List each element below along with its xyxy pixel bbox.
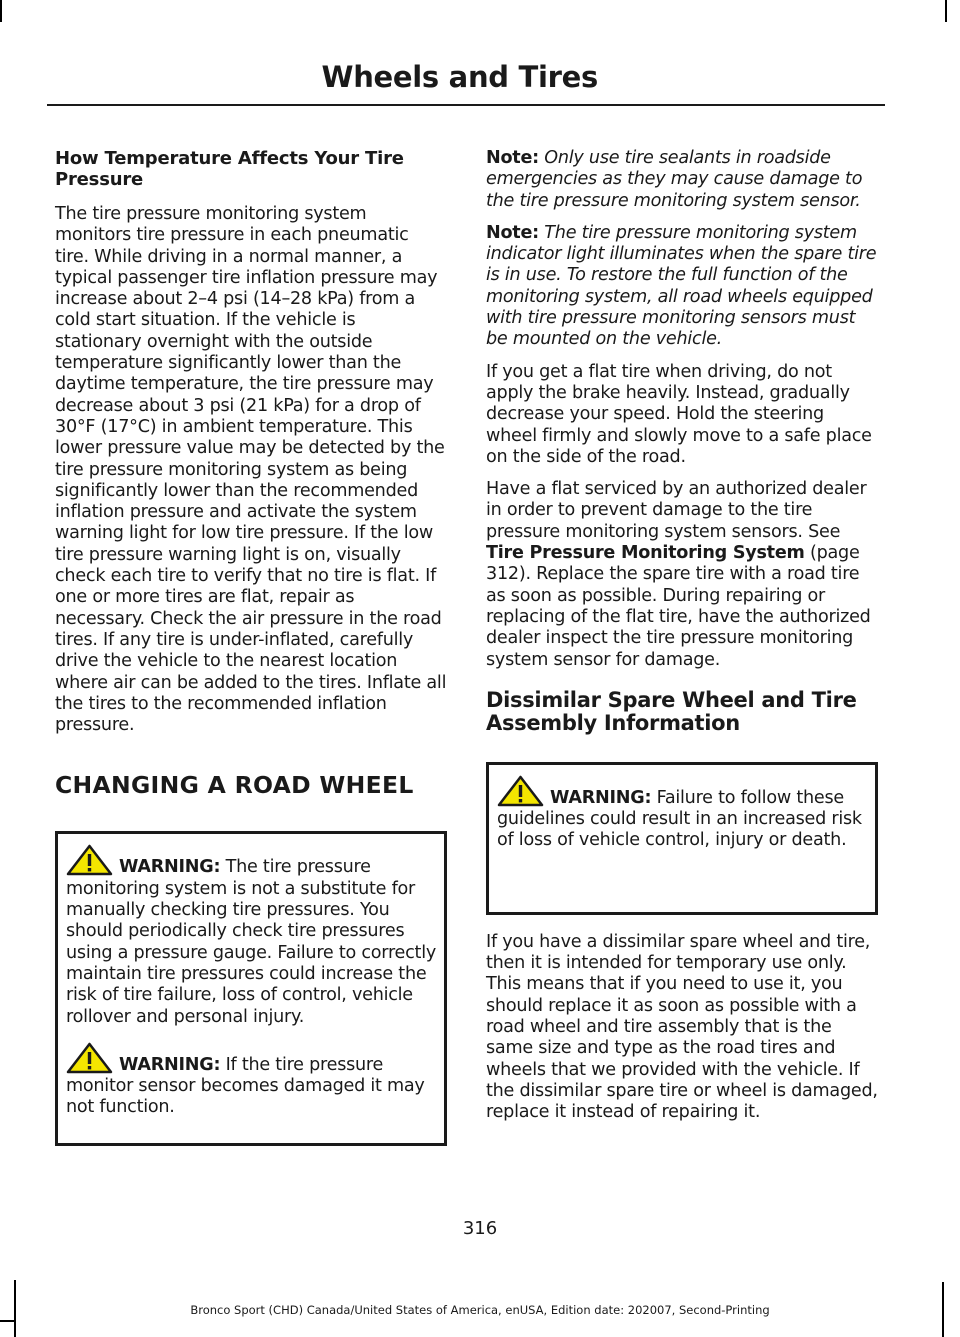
flat-tire-paragraph: If you get a flat tire when driving, do not apply the brake heavily. Instead, gradually decrease your speed. Hold the steering wheel firmly and slowly move to a safe place on the side of the road. <box>486 361 872 467</box>
warning-item <box>66 1042 436 1119</box>
crop-mark-top-left <box>0 0 2 22</box>
crop-mark-bottom-left-h <box>0 1320 14 1322</box>
page-header-title: Wheels and Tires <box>321 60 598 94</box>
right-column <box>486 148 878 1124</box>
dissimilar-spare-paragraph: If you have a dissimilar spare wheel and tire, then it is intended for temporary use only. This means that if you need to use it, you should replace it as soon as possible with a road wheel and tire assembly that is the same size and type as the road tires and wheels that we provided with the vehicle. If the dissimilar spare tire or wheel is damaged, replace it instead of repairing it. <box>486 931 878 1123</box>
note-spare-indicator <box>486 223 878 351</box>
flat-service-text-cont: (page 312). Replace the spare tire with a road tire as soon as possible. During repairing or replacing of the flat tire, have the authorized dealer inspect the tire pressure monitoring system sensor for damage. <box>486 543 871 670</box>
footer-edition-info: Bronco Sport (CHD) Canada/United States of America, enUSA, Edition date: 202007, Second-Printing <box>190 1303 770 1317</box>
section-heading-changing-road-wheel: CHANGING A ROAD WHEEL <box>55 771 414 800</box>
temperature-paragraph: The tire pressure monitoring system monitors tire pressure in each pneumatic tire. While driving in a normal manner, a typical passenger tire inflation pressure may increase about 2–4 psi (14–28 kPa) from a cold start situation. If the vehicle is stationary overnight with the outside temperature significantly lower than the daytime temperature, the tire pressure may decrease about 3 psi (21 kPa) for a drop of 30°F (17°C) in ambient temperature. This lower pressure value may be detected by the tire pressure monitoring system as being significantly lower than the recommended inflation pressure and activate the system warning light for low tire pressure. If the low tire pressure warning light is on, visually check each tire to verify that no tire is flat. If one or more tires are flat, repair as necessary. Check the air pressure in the road tires. If any tire is under-inflated, carefully drive the vehicle to the nearest location where air can be added to the tires. Inflate all the tires to the recommended inflation pressure. <box>55 204 447 736</box>
warning-box-left <box>55 831 447 1146</box>
warning-triangle-icon <box>497 775 544 807</box>
note-text: Only use tire sealants in roadside emergencies as they may cause damage to the tire pressure monitoring system sensor. <box>486 148 863 211</box>
warning-label: WARNING: <box>550 787 652 808</box>
subheading-dissimilar-spare: Dissimilar Spare Wheel and Tire Assembly Information <box>486 687 857 735</box>
warning-item <box>66 844 436 1027</box>
note-sealants <box>486 148 878 212</box>
flat-service-paragraph <box>486 479 878 671</box>
note-label: Note: <box>486 222 539 243</box>
warning-triangle-icon <box>66 844 113 876</box>
warning-box-right <box>486 762 878 915</box>
warning-text: The tire pressure monitoring system is not a substitute for manually checking tire pressures. You should periodically check tire pressures using a pressure gauge. Failure to correctly maintain tire pressures could increase the risk of tire failure, loss of control, vehicle rollover and personal injury. <box>66 857 436 1027</box>
warning-label: WARNING: <box>119 857 221 878</box>
warning-label: WARNING: <box>119 1054 221 1075</box>
warning-text: If the tire pressure monitor sensor becomes damaged it may not function. <box>66 1054 425 1118</box>
warning-item <box>497 775 867 852</box>
warning-triangle-icon <box>66 1042 113 1074</box>
page-number: 316 <box>462 1218 498 1239</box>
note-text: The tire pressure monitoring system indicator light illuminates when the spare tire is in use. To restore the full function of the monitoring system, all road wheels equipped with tire pressure monitoring sensors must be mounted on the vehicle. <box>486 222 877 350</box>
warning-text: Failure to follow these guidelines could result in an increased risk of loss of vehicle control, injury or death. <box>497 787 862 851</box>
left-column <box>55 148 447 1146</box>
crop-mark-top-right <box>945 0 947 22</box>
cross-reference-link[interactable]: Tire Pressure Monitoring System <box>486 543 805 564</box>
note-label: Note: <box>486 148 539 168</box>
header-rule <box>47 104 885 106</box>
flat-service-text: Have a flat serviced by an authorized dealer in order to prevent damage to the tire pressure monitoring system sensors. See <box>486 479 867 542</box>
subheading-temperature: How Temperature Affects Your Tire Pressure <box>55 148 404 190</box>
